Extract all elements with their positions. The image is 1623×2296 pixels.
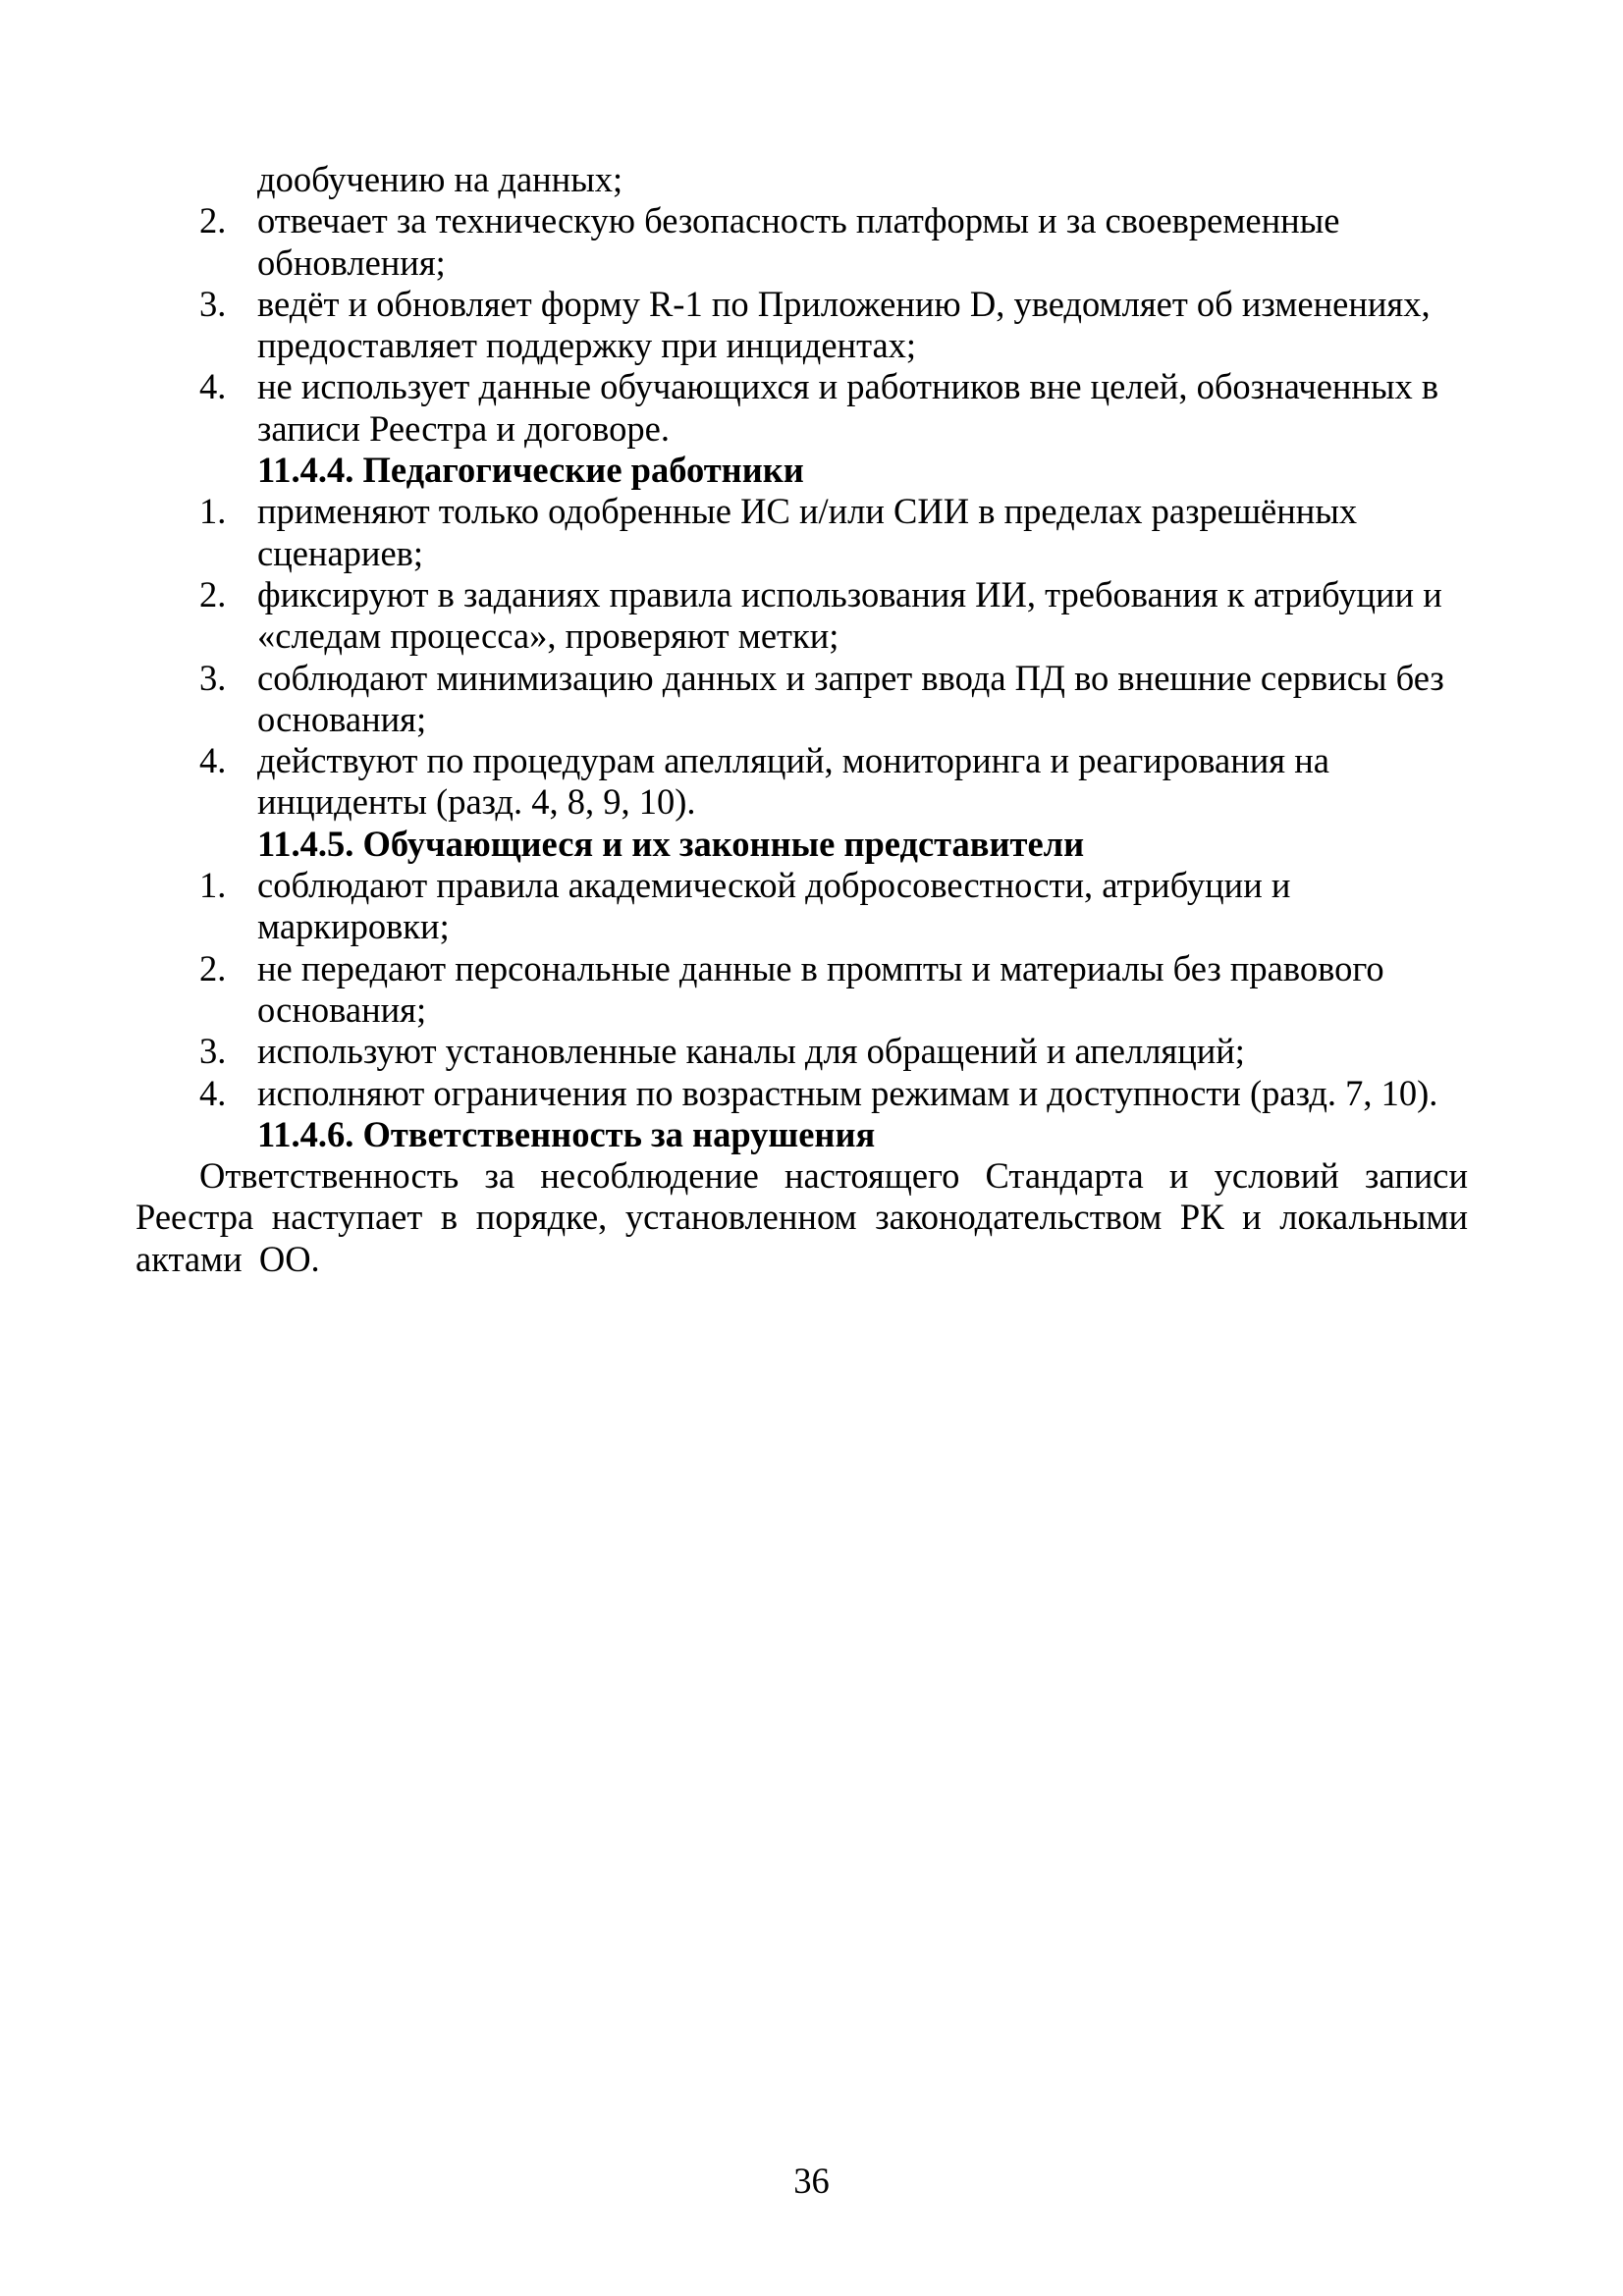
list-item [135,740,1468,824]
list-item [135,200,1468,284]
list-item-number: 4. [199,366,227,407]
list-item-text: не передают персональные данные в промпты и материалы без правового основания; [257,947,1384,1030]
body-paragraph: Ответственность за несоблюдение настоящего Стандарта и условий записи Реестра наступает в порядке, установленном законодательством РК и локальными актами ОО. [135,1155,1468,1279]
list-item [135,658,1468,741]
list-item-text: соблюдают правила академической добросовестности, атрибуции и маркировки; [257,865,1291,947]
list-item-number: 3. [199,283,227,324]
section-heading-11-4-6: 11.4.6. Ответственность за нарушения [257,1113,876,1154]
list-item-number: 2. [199,573,227,614]
list-item-number: 2. [199,200,227,241]
list-item-text: исполняют ограничения по возрастным режимам и доступности (разд. 7, 10). [257,1072,1438,1113]
page-content [135,159,1468,1280]
list-item-text: отвечает за техническую безопасность платформы и за своевременные обновления; [257,200,1340,283]
list-item-continuation: дообучению на данных; [257,159,623,199]
list-item-number: 1. [199,491,227,532]
list-item-number: 4. [199,1072,227,1113]
list-item-text: ведёт и обновляет форму R-1 по Приложению D, уведомляет об изменениях, предоставляет поддержку при инцидентах; [257,283,1431,366]
list-item-number: 2. [199,947,227,988]
list-item [135,865,1468,948]
list-item [135,1073,1468,1114]
list-item-number: 1. [199,865,227,906]
list-item [135,284,1468,367]
list-item-number: 4. [199,740,227,781]
section-heading-11-4-4: 11.4.4. Педагогические работники [257,450,804,491]
list-item [135,491,1468,574]
list-item-text: фиксируют в заданиях правила использования ИИ, требования к атрибуции и «следам процесса», проверяют метки; [257,573,1442,657]
list-item-number: 3. [199,657,227,698]
page-number: 36 [793,2161,830,2201]
list-item-text: не использует данные обучающихся и работников вне целей, обозначенных в записи Реестра и договоре. [257,366,1439,449]
list-item-number: 3. [199,1031,227,1072]
section-heading-11-4-5: 11.4.5. Обучающиеся и их законные представители [257,823,1085,864]
list-item [135,574,1468,658]
list-item [135,366,1468,450]
list-item-text: применяют только одобренные ИС и/или СИИ в пределах разрешённых сценариев; [257,491,1358,573]
list-item-text: используют установленные каналы для обращений и апелляций; [257,1031,1245,1072]
list-item-text: соблюдают минимизацию данных и запрет ввода ПД во внешние сервисы без основания; [257,657,1444,739]
list-item [135,1031,1468,1072]
list-item [135,948,1468,1032]
list-item-text: действуют по процедурам апелляций, мониторинга и реагирования на инциденты (разд. 4, 8, 9, 10). [257,740,1329,823]
